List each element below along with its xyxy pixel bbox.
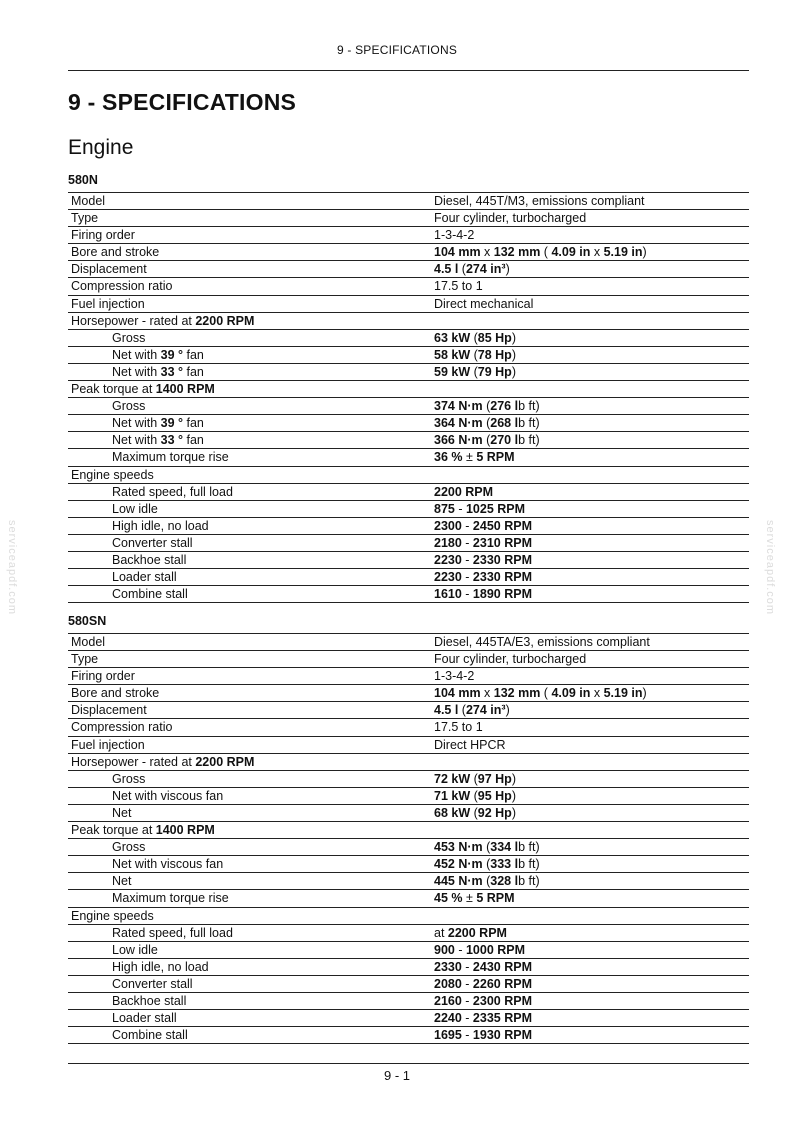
- spec-row: [68, 925, 749, 942]
- spec-label: Gross: [112, 840, 146, 855]
- spec-value: 452 N·m (333 lb ft): [434, 857, 540, 872]
- spec-value: 2230 - 2330 RPM: [434, 570, 532, 585]
- spec-label: Gross: [112, 330, 146, 345]
- spec-value: 104 mm x 132 mm ( 4.09 in x 5.19 in): [434, 245, 647, 260]
- spec-row: [68, 702, 749, 719]
- spec-label: Horsepower - rated at 2200 RPM: [71, 754, 255, 769]
- spec-row: [68, 737, 749, 754]
- header-rule: [68, 70, 749, 71]
- footer-rule: [68, 1063, 749, 1064]
- spec-label: Rated speed, full load: [112, 484, 233, 499]
- spec-value: 1695 - 1930 RPM: [434, 1028, 532, 1043]
- spec-row: [68, 873, 749, 890]
- model-heading-580n: 580N: [68, 173, 98, 187]
- spec-value: 36 % ± 5 RPM: [434, 450, 515, 465]
- spec-row: [68, 518, 749, 535]
- spec-value: at 2200 RPM: [434, 925, 507, 940]
- spec-value: 4.5 l (274 in³): [434, 703, 510, 718]
- spec-label: Backhoe stall: [112, 993, 187, 1008]
- spec-row: [68, 432, 749, 449]
- spec-value: Direct mechanical: [434, 296, 534, 311]
- spec-value: 72 kW (97 Hp): [434, 771, 516, 786]
- spec-label: Rated speed, full load: [112, 925, 233, 940]
- spec-label: Net with viscous fan: [112, 788, 224, 803]
- watermark-left: serviceapdf.com: [6, 520, 18, 616]
- spec-row: [68, 484, 749, 501]
- spec-value: 104 mm x 132 mm ( 4.09 in x 5.19 in): [434, 686, 647, 701]
- spec-value: Direct HPCR: [434, 737, 506, 752]
- spec-label: Bore and stroke: [71, 245, 160, 260]
- spec-label: Converter stall: [112, 535, 193, 550]
- spec-label: Type: [71, 652, 99, 667]
- spec-value: 2330 - 2430 RPM: [434, 959, 532, 974]
- spec-label: Firing order: [71, 228, 135, 243]
- spec-row: [68, 1027, 749, 1044]
- spec-value: 68 kW (92 Hp): [434, 805, 516, 820]
- spec-label: Low idle: [112, 501, 158, 516]
- spec-value: 2160 - 2300 RPM: [434, 993, 532, 1008]
- spec-value: 2230 - 2330 RPM: [434, 552, 532, 567]
- spec-row: [68, 719, 749, 736]
- spec-value: 58 kW (78 Hp): [434, 347, 516, 362]
- spec-label: Compression ratio: [71, 279, 173, 294]
- spec-row: [68, 398, 749, 415]
- spec-label: Net with 39 ° fan: [112, 416, 204, 431]
- spec-row: [68, 805, 749, 822]
- spec-row: [68, 959, 749, 976]
- spec-value: 366 N·m (270 lb ft): [434, 433, 540, 448]
- spec-value: 453 N·m (334 lb ft): [434, 840, 540, 855]
- spec-row: [68, 381, 749, 398]
- spec-row: [68, 415, 749, 432]
- spec-table-580sn: [68, 633, 749, 1044]
- spec-value: 364 N·m (268 lb ft): [434, 416, 540, 431]
- spec-value: 17.5 to 1: [434, 279, 483, 294]
- spec-row: [68, 467, 749, 484]
- spec-row: [68, 330, 749, 347]
- spec-label: High idle, no load: [112, 518, 209, 533]
- spec-row: [68, 993, 749, 1010]
- spec-label: Net with 33 ° fan: [112, 364, 204, 379]
- spec-value: 59 kW (79 Hp): [434, 364, 516, 379]
- spec-label: Maximum torque rise: [112, 450, 229, 465]
- spec-row: [68, 651, 749, 668]
- spec-label: Backhoe stall: [112, 552, 187, 567]
- spec-row: [68, 822, 749, 839]
- spec-row: [68, 210, 749, 227]
- spec-label: Fuel injection: [71, 296, 145, 311]
- section-title: Engine: [68, 136, 134, 159]
- spec-value: 374 N·m (276 lb ft): [434, 399, 540, 414]
- spec-value: 71 kW (95 Hp): [434, 788, 516, 803]
- spec-row: [68, 278, 749, 295]
- spec-label: Model: [71, 635, 106, 649]
- spec-label: Low idle: [112, 942, 158, 957]
- spec-label: High idle, no load: [112, 959, 209, 974]
- spec-label: Fuel injection: [71, 737, 145, 752]
- spec-row: [68, 586, 749, 603]
- spec-row: [68, 788, 749, 805]
- spec-value: 2200 RPM: [434, 484, 494, 499]
- spec-value: Diesel, 445T/M3, emissions compliant: [434, 194, 645, 208]
- spec-value: 2240 - 2335 RPM: [434, 1011, 532, 1026]
- spec-label: Loader stall: [112, 570, 177, 585]
- spec-value: 1610 - 1890 RPM: [434, 587, 532, 602]
- spec-row: [68, 501, 749, 518]
- spec-value: 17.5 to 1: [434, 720, 483, 735]
- spec-row: [68, 535, 749, 552]
- watermark-right: serviceapdf.com: [764, 520, 776, 616]
- spec-row: [68, 685, 749, 702]
- spec-label: Displacement: [71, 703, 147, 718]
- spec-label: Gross: [112, 771, 146, 786]
- spec-row: [68, 890, 749, 907]
- spec-label: Combine stall: [112, 587, 188, 602]
- spec-value: 2180 - 2310 RPM: [434, 535, 532, 550]
- spec-label: Net with 39 ° fan: [112, 347, 204, 362]
- spec-value: 2080 - 2260 RPM: [434, 976, 532, 991]
- page-number: 9 - 1: [383, 1068, 410, 1083]
- spec-label: Engine speeds: [71, 467, 154, 482]
- spec-row: [68, 193, 749, 210]
- spec-row: [68, 976, 749, 993]
- spec-row: [68, 908, 749, 925]
- spec-row: [68, 261, 749, 278]
- spec-value: 445 N·m (328 lb ft): [434, 874, 540, 889]
- spec-table-580n: [68, 192, 749, 603]
- spec-row: [68, 449, 749, 466]
- spec-value: 1-3-4-2: [434, 228, 475, 243]
- spec-label: Gross: [112, 399, 146, 414]
- spec-value: 63 kW (85 Hp): [434, 330, 516, 345]
- spec-label: Engine speeds: [71, 908, 154, 923]
- spec-label: Converter stall: [112, 976, 193, 991]
- spec-value: 1-3-4-2: [434, 669, 475, 684]
- spec-row: [68, 347, 749, 364]
- spec-row: [68, 296, 749, 313]
- spec-value: 900 - 1000 RPM: [434, 942, 526, 957]
- spec-row: [68, 771, 749, 788]
- spec-row: [68, 313, 749, 330]
- spec-row: [68, 668, 749, 685]
- model-heading-580sn: 580SN: [68, 614, 107, 628]
- spec-value: Diesel, 445TA/E3, emissions compliant: [434, 635, 650, 649]
- spec-row: [68, 634, 749, 651]
- spec-label: Type: [71, 211, 99, 226]
- chapter-title: 9 - SPECIFICATIONS: [68, 89, 297, 115]
- spec-value: 875 - 1025 RPM: [434, 501, 526, 516]
- spec-value: 45 % ± 5 RPM: [434, 891, 515, 906]
- spec-value: 4.5 l (274 in³): [434, 262, 510, 277]
- spec-row: [68, 552, 749, 569]
- spec-row: [68, 1010, 749, 1027]
- spec-label: Bore and stroke: [71, 686, 160, 701]
- spec-row: [68, 569, 749, 586]
- spec-row: [68, 244, 749, 261]
- spec-label: Net: [112, 805, 132, 820]
- spec-label: Net with 33 ° fan: [112, 433, 204, 448]
- spec-label: Net: [112, 874, 132, 889]
- spec-label: Firing order: [71, 669, 135, 684]
- spec-label: Maximum torque rise: [112, 891, 229, 906]
- spec-row: [68, 364, 749, 381]
- spec-label: Loader stall: [112, 1011, 177, 1026]
- spec-value: Four cylinder, turbocharged: [434, 652, 587, 667]
- spec-label: Horsepower - rated at 2200 RPM: [71, 313, 255, 328]
- spec-label: Peak torque at 1400 RPM: [71, 382, 215, 397]
- spec-label: Model: [71, 194, 106, 208]
- spec-label: Displacement: [71, 262, 147, 277]
- spec-row: [68, 942, 749, 959]
- spec-row: [68, 754, 749, 771]
- spec-value: 2300 - 2450 RPM: [434, 518, 532, 533]
- spec-row: [68, 839, 749, 856]
- spec-label: Combine stall: [112, 1028, 188, 1043]
- spec-label: Peak torque at 1400 RPM: [71, 823, 215, 838]
- spec-label: Net with viscous fan: [112, 857, 224, 872]
- spec-row: [68, 227, 749, 244]
- spec-label: Compression ratio: [71, 720, 173, 735]
- spec-row: [68, 856, 749, 873]
- spec-value: Four cylinder, turbocharged: [434, 211, 587, 226]
- running-header: 9 - SPECIFICATIONS: [336, 43, 458, 57]
